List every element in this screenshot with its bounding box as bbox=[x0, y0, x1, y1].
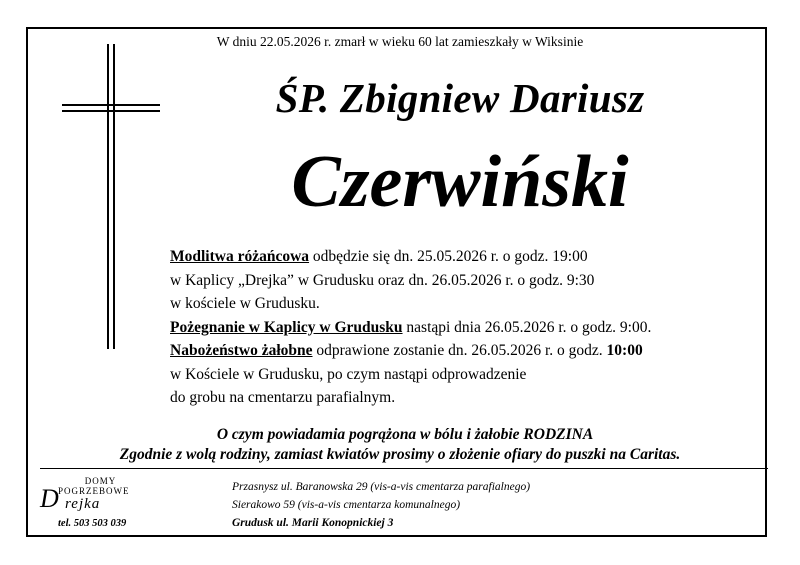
logo-d-letter: D bbox=[40, 484, 59, 513]
address-grudusk: Grudusk ul. Marii Konopnickiej 3 bbox=[232, 517, 394, 529]
farewell-label: Pożegnanie w Kaplicy w Grudusku bbox=[170, 318, 403, 336]
footer-divider bbox=[40, 468, 768, 469]
farewell-line bbox=[170, 316, 760, 340]
donation-request: Zgodnie z wolą rodziny, zamiast kwiatów prosimy o złożenie ofiary do puszki na Caritas. bbox=[119, 446, 681, 463]
logo-domy-text: DOMY bbox=[84, 476, 117, 486]
funeral-home-addresses bbox=[232, 478, 530, 532]
cross-vertical-bar bbox=[107, 44, 109, 349]
address-przasnysz: Przasnysz ul. Baranowska 29 (vis-a-vis cmentarza parafialnego) bbox=[232, 481, 531, 493]
family-announcement: O czym powiadamia pogrążona w bólu i żałobie RODZINA bbox=[216, 426, 594, 443]
cross-horizontal-bar bbox=[62, 110, 160, 112]
rosary-line bbox=[170, 245, 760, 269]
rosary-label: Modlitwa różańcowa bbox=[170, 248, 310, 265]
service-line bbox=[170, 339, 760, 363]
deceased-first-names: ŚP. Zbigniew Dariusz bbox=[275, 75, 645, 121]
service-text: odprawione zostanie dn. 26.05.2026 r. o godz. bbox=[312, 342, 607, 359]
closing-notice bbox=[0, 425, 800, 465]
service-line-3: do grobu na cmentarzu parafialnym. bbox=[170, 389, 396, 406]
cross-horizontal-bar bbox=[62, 104, 160, 106]
service-label: Nabożeństwo żałobne bbox=[170, 342, 313, 359]
deceased-surname: Czerwiński bbox=[291, 141, 629, 223]
ceremony-details bbox=[170, 245, 760, 410]
rosary-line-2: w Kaplicy „Drejka” w Grudusku oraz dn. 26.05.2026 r. o godz. 9:30 bbox=[170, 271, 595, 289]
phone-number: tel. 503 503 039 bbox=[58, 518, 127, 529]
death-notice-line: W dniu 22.05.2026 r. zmarł w wieku 60 lat zamieszkały w Wiksinie bbox=[216, 34, 584, 49]
cross-vertical-bar bbox=[113, 44, 115, 349]
rosary-line-3: w kościele w Grudusku. bbox=[170, 295, 320, 312]
service-time: 10:00 bbox=[606, 342, 643, 359]
service-line-2: w Kościele w Grudusku, po czym nastąpi odprowadzenie bbox=[170, 365, 527, 383]
logo-rejka-text: rejka bbox=[65, 496, 101, 512]
funeral-home-logo bbox=[38, 474, 163, 534]
rosary-text: odbędzie się dn. 25.05.2026 r. o godz. 19:00 bbox=[309, 248, 588, 265]
farewell-text: nastąpi dnia 26.05.2026 r. o godz. 9:00. bbox=[402, 318, 652, 336]
logo-pogrzebowe-text: POGRZEBOWE bbox=[58, 486, 130, 496]
address-sierakowo: Sierakowo 59 (vis-a-vis cmentarza komunalnego) bbox=[232, 499, 461, 511]
